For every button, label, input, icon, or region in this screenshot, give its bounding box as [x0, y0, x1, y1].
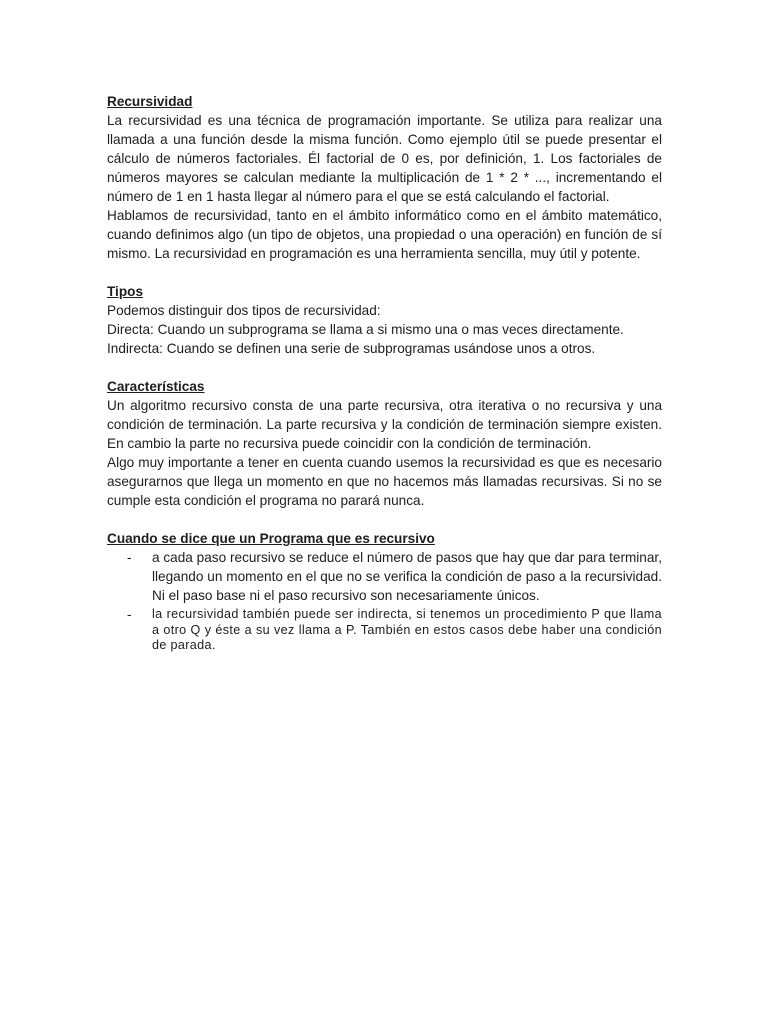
heading-caracteristicas: Características [107, 379, 205, 394]
dash-bullet-icon: - [127, 550, 132, 565]
tipos-indirecta: Indirecta: Cuando se definen una serie de subprogramas usándose unos a otros. [107, 341, 596, 356]
paragraph-caracteristicas-2: Algo muy importante a tener en cuenta cuando usemos la recursividad es que es necesario asegurarnos que llega un momento en que no hacemos más llamadas recursivas. Si no se cumple esta condición el programa no parará nunca. [107, 455, 662, 508]
section-caracteristicas [107, 377, 662, 510]
paragraph-recursividad-2: Hablamos de recursividad, tanto en el ámbito informático como en el ámbito matemático, cuando definimos algo (un tipo de objetos, una propiedad o una operación) en función de sí mismo. La recursividad en programación es una herramienta sencilla, muy útil y potente. [107, 208, 662, 261]
list-item [107, 605, 662, 654]
list-item [107, 548, 662, 605]
dash-bullet-icon: - [127, 607, 132, 622]
bullet-text: la recursividad también puede ser indirecta, si tenemos un procedimiento P que llama a otro Q y éste a su vez llama a P. También en estos casos debe haber una condición de parada. [152, 607, 662, 652]
paragraph-caracteristicas-1: Un algoritmo recursivo consta de una parte recursiva, otra iterativa o no recursiva y una condición de terminación. La parte recursiva y la condición de terminación siempre existen. En cambio la parte no recursiva puede coincidir con la condición de terminación. [107, 398, 662, 451]
section-recursividad [107, 92, 662, 263]
tipos-directa: Directa: Cuando un subprograma se llama a si mismo una o mas veces directamente. [107, 322, 624, 337]
section-tipos [107, 282, 662, 358]
heading-cuando: Cuando se dice que un Programa que es recursivo [107, 531, 435, 546]
document-page [107, 92, 662, 673]
bullet-text: a cada paso recursivo se reduce el número de pasos que hay que dar para terminar, llegando un momento en el que no se verifica la condición de paso a la recursividad. Ni el paso base ni el paso recursivo son necesariamente únicos. [152, 550, 662, 603]
paragraph-recursividad-1: La recursividad es una técnica de programación importante. Se utiliza para realizar una llamada a una función desde la misma función. Como ejemplo útil se puede presentar el cálculo de números factoriales. Él factorial de 0 es, por definición, 1. Los factoriales de números mayores se calculan mediante la multiplicación de 1 * 2 * ..., incrementando el número de 1 en 1 hasta llegar al número para el que se está calculando el factorial. [107, 113, 662, 204]
heading-recursividad: Recursividad [107, 94, 193, 109]
heading-tipos: Tipos [107, 284, 144, 299]
tipos-intro: Podemos distinguir dos tipos de recursividad: [107, 303, 381, 318]
bullet-list [107, 548, 662, 654]
section-cuando [107, 529, 662, 654]
